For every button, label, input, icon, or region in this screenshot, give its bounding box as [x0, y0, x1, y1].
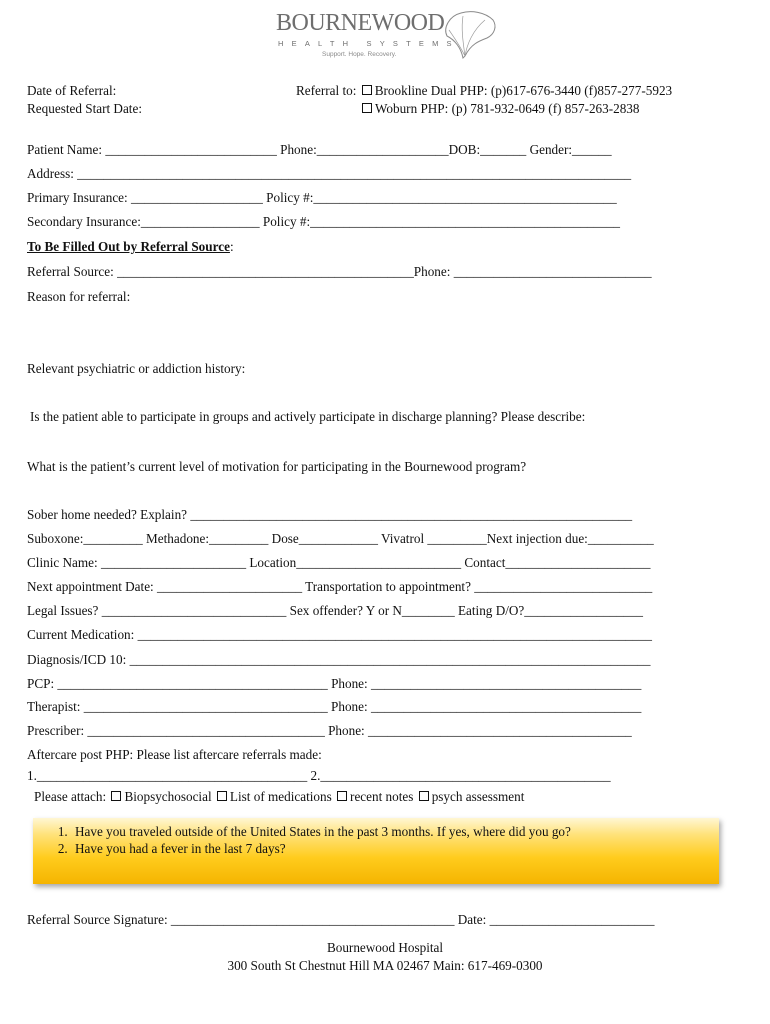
- woburn-checkbox[interactable]: [362, 103, 372, 113]
- attach-recent-notes: recent notes: [350, 789, 414, 804]
- primary-insurance-line[interactable]: Primary Insurance: ____________________ Policy #:______________________________________________: [27, 190, 617, 205]
- groups-question: Is the patient able to participate in groups and actively participate in discharge planning? Please describe:: [30, 409, 586, 424]
- appointment-line[interactable]: Next appointment Date: ______________________ Transportation to appointment? ___________________________: [27, 579, 653, 594]
- footer-address: 300 South St Chestnut Hill MA 02467 Main: 617-469-0300: [227, 958, 543, 973]
- brookline-checkbox[interactable]: [362, 85, 372, 95]
- attach-label: Please attach:: [34, 789, 107, 804]
- referral-heading-colon: :: [229, 239, 234, 254]
- reason-for-referral-label: Reason for referral:: [27, 289, 131, 304]
- referral-to-label: Referral to:: [296, 83, 357, 98]
- patient-name-line[interactable]: Patient Name: __________________________ Phone:____________________DOB:_______ Gender:______: [27, 142, 612, 157]
- woburn-row: [360, 101, 640, 117]
- therapist-line[interactable]: Therapist: _____________________________________ Phone: _________________________________________: [27, 699, 642, 714]
- date-of-referral-label: Date of Referral:: [27, 83, 117, 98]
- sober-home-line[interactable]: Sober home needed? Explain? ___________________________________________________________________: [27, 507, 633, 522]
- brookline-option: Brookline Dual PHP: (p)617-676-3440 (f)857-277-5923: [374, 83, 673, 98]
- screening-questions-box: [33, 818, 719, 884]
- referral-heading-text: To Be Filled Out by Referral Source: [27, 239, 230, 254]
- referral-to-row: [296, 83, 672, 99]
- attach-biopsychosocial: Biopsychosocial: [124, 789, 212, 804]
- history-label: Relevant psychiatric or addiction history:: [27, 361, 246, 376]
- medications-checkbox[interactable]: [217, 791, 227, 801]
- bournewood-logo: [276, 10, 506, 62]
- woburn-option: Woburn PHP: (p) 781-932-0649 (f) 857-263-2838: [375, 101, 640, 116]
- logo-tagline: Support. Hope. Recovery.: [322, 51, 397, 58]
- attach-psych-assessment: psych assessment: [431, 789, 525, 804]
- ginkgo-leaf-icon: [441, 10, 499, 60]
- referral-source-line[interactable]: Referral Source: _____________________________________________Phone: ______________________________: [27, 264, 652, 279]
- logo-name: BOURNEWOOD: [276, 10, 445, 36]
- attachments-row: [34, 789, 524, 805]
- clinic-line[interactable]: Clinic Name: ______________________ Location_________________________ Contact______________________: [27, 555, 651, 570]
- address-line[interactable]: Address: ____________________________________________________________________________________: [27, 166, 632, 181]
- recent-notes-checkbox[interactable]: [337, 791, 347, 801]
- screening-question-travel: 1. Have you traveled outside of the United States in the past 3 months. If yes, where did you go?: [71, 823, 719, 840]
- motivation-question: What is the patient’s current level of motivation for participating in the Bournewood program?: [27, 459, 527, 474]
- suboxone-line[interactable]: Suboxone:_________ Methadone:_________ Dose____________ Vivatrol _________Next injection due:__________: [27, 531, 654, 546]
- biopsychosocial-checkbox[interactable]: [111, 791, 121, 801]
- signature-line[interactable]: Referral Source Signature: ___________________________________________ Date: _________________________: [27, 912, 655, 927]
- attach-medications: List of medications: [229, 789, 332, 804]
- prescriber-line[interactable]: Prescriber: ____________________________________ Phone: ________________________________________: [27, 723, 632, 738]
- secondary-insurance-line[interactable]: Secondary Insurance:__________________ Policy #:_______________________________________________: [27, 214, 621, 229]
- diagnosis-line[interactable]: Diagnosis/ICD 10: _______________________________________________________________________________: [27, 652, 651, 667]
- screening-list: [33, 818, 719, 857]
- aftercare-heading: Aftercare post PHP: Please list aftercare referrals made:: [27, 747, 322, 762]
- requested-start-date-label: Requested Start Date:: [27, 101, 142, 116]
- screening-question-fever: 2. Have you had a fever in the last 7 days?: [71, 840, 719, 857]
- referral-section-heading: [27, 239, 234, 255]
- pcp-line[interactable]: PCP: _________________________________________ Phone: _________________________________________: [27, 676, 642, 691]
- footer-hospital-name: Bournewood Hospital: [326, 940, 444, 955]
- psych-assessment-checkbox[interactable]: [419, 791, 429, 801]
- current-medication-line[interactable]: Current Medication: ______________________________________________________________________________: [27, 627, 652, 642]
- aftercare-referrals-line[interactable]: 1._________________________________________ 2.____________________________________________: [27, 768, 611, 783]
- logo-subtitle: HEALTH SYSTEMS: [278, 39, 460, 48]
- legal-issues-line[interactable]: Legal Issues? ____________________________ Sex offender? Y or N________ Eating D/O?__________________: [27, 603, 643, 618]
